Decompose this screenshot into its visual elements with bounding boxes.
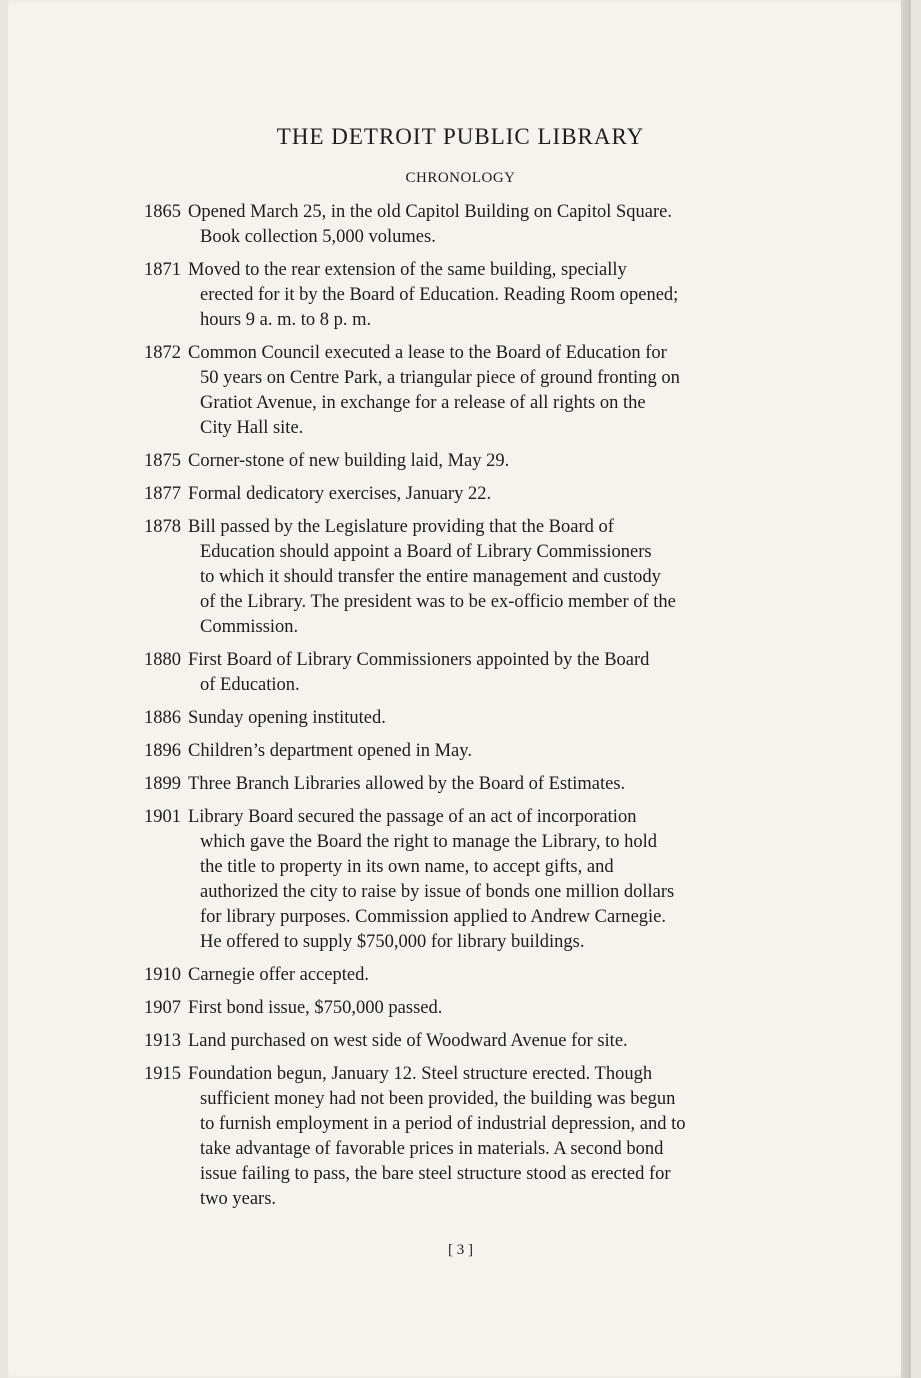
entry-year: 1899 (144, 774, 181, 794)
chronology-entry (144, 449, 768, 474)
entry-line: Library Board secured the passage of an act of incorporation (188, 807, 637, 827)
chronology-entry (144, 963, 768, 988)
entry-line: Land purchased on west side of Woodward Avenue for site. (188, 1031, 628, 1051)
entry-line: Carnegie offer accepted. (188, 965, 369, 985)
chronology-entry (144, 1062, 768, 1212)
entry-text (188, 1062, 768, 1212)
entry-line: Three Branch Libraries allowed by the Board of Estimates. (188, 774, 626, 794)
chronology-entry (144, 515, 768, 640)
entry-text (188, 200, 768, 250)
entry-text (188, 706, 768, 731)
chronology-entry (144, 772, 768, 797)
chronology-entry (144, 200, 768, 250)
entry-line: First bond issue, $750,000 passed. (188, 998, 443, 1018)
entry-text (188, 515, 768, 640)
entry-line: 50 years on Centre Park, a triangular piece of ground fronting on (200, 368, 680, 388)
entry-line: the title to property in its own name, to accept gifts, and (200, 857, 614, 877)
entry-line: two years. (200, 1189, 277, 1209)
entry-line: Bill passed by the Legislature providing that the Board of (188, 517, 614, 537)
chronology-entry (144, 341, 768, 441)
entry-text (188, 341, 768, 441)
entry-text (188, 805, 768, 955)
entry-year: 1910 (144, 965, 181, 985)
chronology-list (144, 200, 768, 1220)
entry-line: hours 9 a. m. to 8 p. m. (200, 310, 372, 330)
page-number: [ 3 ] (448, 1242, 473, 1258)
chronology-entry (144, 648, 768, 698)
entry-line: Moved to the rear extension of the same building, specially (188, 260, 627, 280)
entry-line: He offered to supply $750,000 for library buildings. (200, 932, 585, 952)
entry-line: sufficient money had not been provided, the building was begun (200, 1089, 676, 1109)
chronology-entry (144, 996, 768, 1021)
chronology-entry (144, 805, 768, 955)
entry-text (188, 772, 768, 797)
entry-line: take advantage of favorable prices in materials. A second bond (200, 1139, 664, 1159)
entry-line: of Education. (200, 675, 300, 695)
entry-year: 1880 (144, 650, 181, 670)
entry-year: 1915 (144, 1064, 181, 1084)
chronology-entry (144, 1029, 768, 1054)
entry-text (188, 258, 768, 333)
page-edge (901, 0, 911, 1378)
entry-line: for library purposes. Commission applied to Andrew Carnegie. (200, 907, 667, 927)
entry-line: erected for it by the Board of Education. Reading Room opened; (200, 285, 679, 305)
chronology-entry (144, 482, 768, 507)
entry-year: 1871 (144, 260, 181, 280)
entry-line: Foundation begun, January 12. Steel structure erected. Though (188, 1064, 653, 1084)
entry-year: 1913 (144, 1031, 181, 1051)
entry-line: Common Council executed a lease to the Board of Education for (188, 343, 667, 363)
entry-line: to which it should transfer the entire management and custody (200, 567, 661, 587)
entry-text (188, 963, 768, 988)
chronology-entry (144, 739, 768, 764)
entry-year: 1865 (144, 202, 181, 222)
chronology-entry (144, 706, 768, 731)
entry-line: of the Library. The president was to be ex-officio member of the (200, 592, 676, 612)
entry-line: Formal dedicatory exercises, January 22. (188, 484, 492, 504)
entry-line: First Board of Library Commissioners appointed by the Board (188, 650, 650, 670)
entry-year: 1872 (144, 343, 181, 363)
entry-line: Sunday opening instituted. (188, 708, 386, 728)
entry-line: authorized the city to raise by issue of bonds one million dollars (200, 882, 675, 902)
section-subtitle: CHRONOLOGY (405, 170, 516, 186)
entry-year: 1878 (144, 517, 181, 537)
entry-text (188, 739, 768, 764)
entry-year: 1896 (144, 741, 181, 761)
chronology-entry (144, 258, 768, 333)
entry-year: 1877 (144, 484, 181, 504)
entry-line: Corner-stone of new building laid, May 29. (188, 451, 510, 471)
entry-text (188, 449, 768, 474)
entry-line: Gratiot Avenue, in exchange for a release of all rights on the (200, 393, 646, 413)
entry-line: Book collection 5,000 volumes. (200, 227, 436, 247)
page-title: THE DETROIT PUBLIC LIBRARY (276, 124, 645, 149)
entry-line: Education should appoint a Board of Library Commissioners (200, 542, 652, 562)
entry-year: 1907 (144, 998, 181, 1018)
entry-year: 1901 (144, 807, 181, 827)
entry-text (188, 1029, 768, 1054)
entry-line: Commission. (200, 617, 299, 637)
entry-line: Children’s department opened in May. (188, 741, 472, 761)
entry-line: to furnish employment in a period of industrial depression, and to (200, 1114, 686, 1134)
entry-text (188, 482, 768, 507)
entry-year: 1886 (144, 708, 181, 728)
entry-text (188, 648, 768, 698)
entry-line: City Hall site. (200, 418, 304, 438)
entry-line: which gave the Board the right to manage the Library, to hold (200, 832, 658, 852)
entry-line: issue failing to pass, the bare steel structure stood as erected for (200, 1164, 671, 1184)
entry-line: Opened March 25, in the old Capitol Building on Capitol Square. (188, 202, 673, 222)
entry-text (188, 996, 768, 1021)
entry-year: 1875 (144, 451, 181, 471)
